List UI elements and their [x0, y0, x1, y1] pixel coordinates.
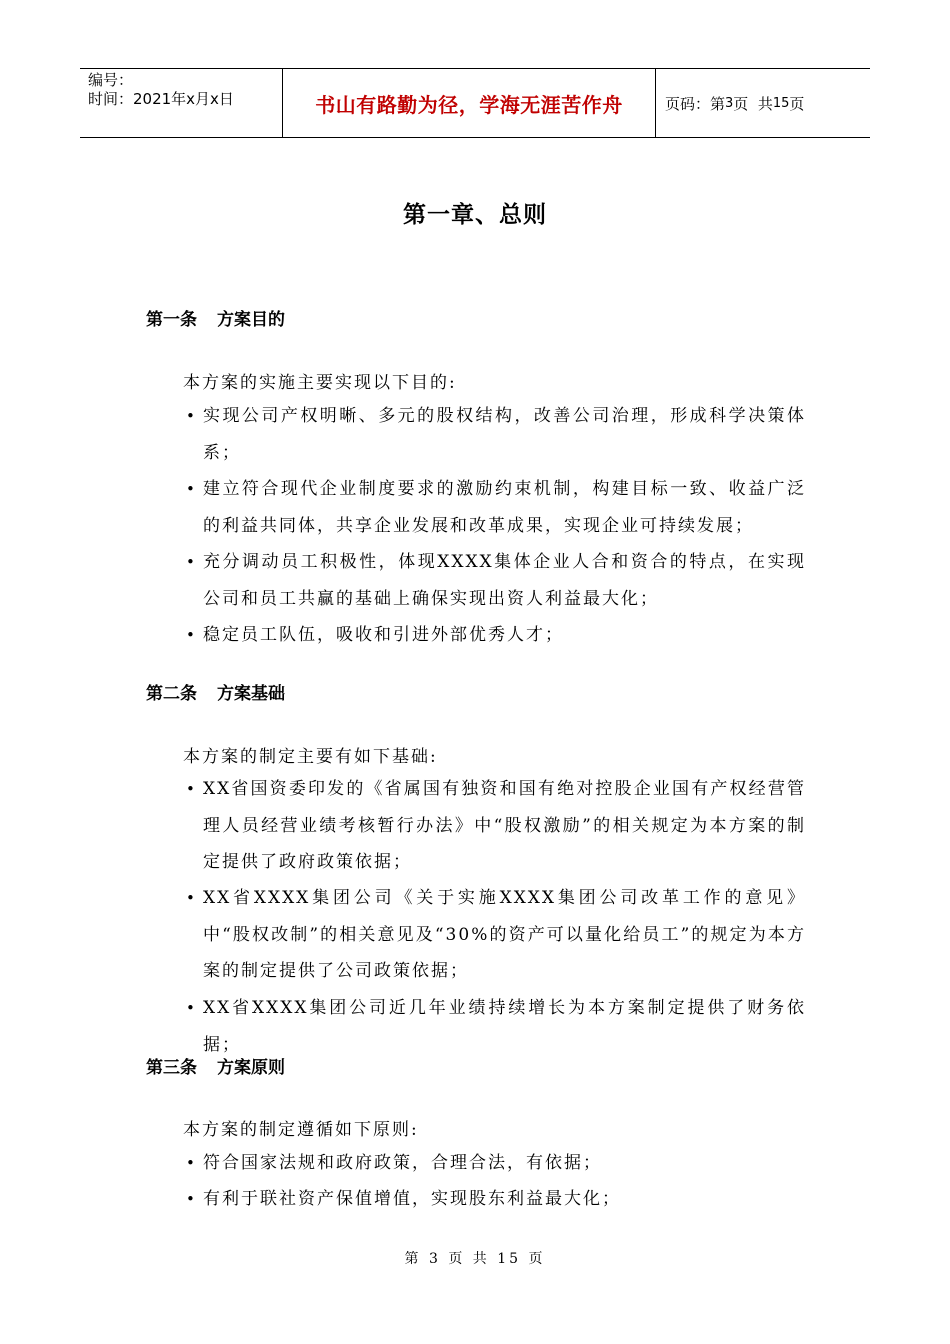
bullet-icon: •	[186, 553, 195, 571]
list-item: • 符合国家法规和政府政策，合理合法，有依据；	[186, 1145, 806, 1182]
page-current: 3	[725, 95, 734, 111]
bullet-icon: •	[186, 999, 195, 1017]
article-number: 第三条	[146, 1058, 197, 1078]
list-item: • XX省国资委印发的《省属国有独资和国有绝对控股企业国有产权经营管理人员经营业绩考核暂行办法》中“股权激励”的相关规定为本方案的制定提供了政府政策依据；	[186, 771, 806, 881]
header-meta	[80, 69, 282, 137]
bullet-icon: •	[186, 1154, 195, 1172]
list-item: • XX省XXXX集团公司近几年业绩持续增长为本方案制定提供了财务依据；	[186, 990, 806, 1063]
header-page-info	[656, 69, 870, 137]
footer-middle: 页 共	[448, 1251, 490, 1267]
page-label-middle: 页 共	[733, 94, 773, 113]
bullet-icon: •	[186, 889, 195, 907]
article-heading	[146, 1053, 285, 1078]
article-heading	[146, 679, 285, 704]
header-motto: 书山有路勤为径，学海无涯苦作舟	[282, 69, 656, 137]
document-header	[80, 68, 870, 138]
page-total: 15	[772, 95, 790, 111]
footer-page-current: 3	[428, 1251, 441, 1267]
list-item: • 建立符合现代企业制度要求的激励约束机制，构建目标一致、收益广泛的利益共同体，共享企业发展和改革成果，实现企业可持续发展；	[186, 471, 806, 544]
article-heading	[146, 305, 285, 330]
list-item: • 充分调动员工积极性，体现XXXX集体企业人合和资合的特点，在实现公司和员工共赢的基础上确保实现出资人利益最大化；	[186, 544, 806, 617]
article-intro: 本方案的制定遵循如下原则:	[183, 1120, 419, 1140]
serial-number-label: 编号：	[88, 71, 134, 89]
article-title: 方案基础	[217, 684, 285, 704]
time-label: 时间：2021年x月x日	[88, 90, 234, 108]
article-intro: 本方案的实施主要实现以下目的:	[183, 373, 457, 393]
list-item: • 有利于联社资产保值增值，实现股东利益最大化；	[186, 1181, 806, 1218]
article-title: 方案目的	[217, 310, 285, 330]
page-label-suffix: 页	[789, 94, 805, 113]
bullet-icon: •	[186, 780, 195, 798]
article-title: 方案原则	[217, 1058, 285, 1078]
footer-page-total: 15	[497, 1251, 522, 1267]
list-item: • 实现公司产权明晰、多元的股权结构，改善公司治理，形成科学决策体系；	[186, 398, 806, 471]
chapter-title: 第一章、总则	[403, 202, 547, 228]
list-item: • 稳定员工队伍，吸收和引进外部优秀人才；	[186, 617, 806, 654]
footer-suffix: 页	[528, 1251, 546, 1267]
article-number: 第二条	[146, 684, 197, 704]
bullet-icon: •	[186, 407, 195, 425]
bullet-icon: •	[186, 480, 195, 498]
footer-prefix: 第	[404, 1251, 422, 1267]
list-item: • XX省XXXX集团公司《关于实施XXXX集团公司改革工作的意见》中“股权改制”的相关意见及“30%的资产可以量化给员工”的规定为本方案的制定提供了公司政策依据；	[186, 880, 806, 990]
bullet-icon: •	[186, 1190, 195, 1208]
bullet-icon: •	[186, 626, 195, 644]
article-intro: 本方案的制定主要有如下基础:	[183, 747, 438, 767]
article-number: 第一条	[146, 310, 197, 330]
page-label-prefix: 页码：第	[665, 94, 726, 113]
page-footer	[0, 1248, 950, 1268]
